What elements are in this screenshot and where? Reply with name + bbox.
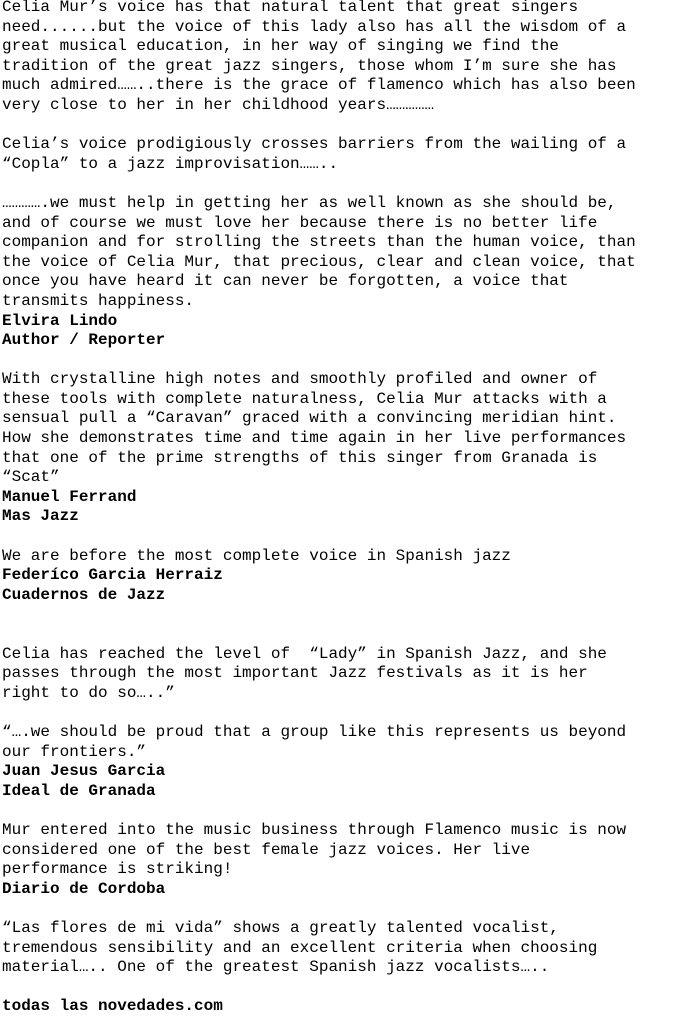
quote-text-line: very close to her in her childhood years……………: [2, 95, 435, 114]
quote-text-line: companion and for strolling the streets than the human voice, than: [2, 233, 636, 252]
quote-text-line: performance is striking!: [2, 860, 233, 879]
blank-line: [2, 174, 698, 194]
quote-text-line: much admired……..there is the grace of flamenco which has also been: [2, 76, 636, 95]
attribution-line: Diario de Cordoba: [2, 879, 166, 898]
quote-text-line: that one of the prime strengths of this singer from Granada is: [2, 448, 598, 467]
press-quotes-document: [2, 0, 698, 1017]
quote-text-line: right to do so…..”: [2, 683, 175, 702]
blank-line: [2, 605, 698, 625]
quote-text-line: Mur entered into the music business through Flamenco music is now: [2, 820, 627, 839]
quote-text-line: these tools with complete naturalness, Celia Mur attacks with a: [2, 389, 607, 408]
quote-text-line: “Scat”: [2, 468, 60, 487]
quote-text-line: our frontiers.”: [2, 742, 147, 761]
attribution-line: Manuel Ferrand: [2, 487, 137, 506]
quote-text-line: Celia Mur’s voice has that natural talent that great singers: [2, 0, 579, 16]
attribution-line: Cuadernos de Jazz: [2, 585, 166, 604]
quote-text-line: With crystalline high notes and smoothly profiled and owner of: [2, 370, 598, 389]
quote-text-line: the voice of Celia Mur, that precious, clear and clean voice, that: [2, 252, 636, 271]
quote-text-line: “….we should be proud that a group like this represents us beyond: [2, 722, 627, 741]
quote-text-line: How she demonstrates time and time again in her live performances: [2, 429, 627, 448]
blank-line: [2, 116, 698, 136]
blank-line: [2, 527, 698, 547]
blank-line: [2, 978, 698, 998]
quote-text-line: tradition of the great jazz singers, those whom I’m sure she has: [2, 56, 617, 75]
quote-text-line: “Copla” to a jazz improvisation……..: [2, 154, 339, 173]
blank-line: [2, 625, 698, 645]
quote-text-line: need......but the voice of this lady also has all the wisdom of a: [2, 17, 627, 36]
blank-line: [2, 899, 698, 919]
attribution-line: Juan Jesus Garcia: [2, 762, 166, 781]
blank-line: [2, 801, 698, 821]
attribution-line: todas las novedades.com: [2, 997, 223, 1016]
attribution-line: Ideal de Granada: [2, 781, 156, 800]
quote-text-line: great musical education, in her way of singing we find the: [2, 37, 559, 56]
quote-text-line: tremendous sensibility and an excellent criteria when choosing: [2, 938, 598, 957]
quote-text-line: transmits happiness.: [2, 291, 195, 310]
attribution-line: Mas Jazz: [2, 507, 79, 526]
quote-text-line: ………….we must help in getting her as well known as she should be,: [2, 193, 617, 212]
quote-text-line: We are before the most complete voice in Spanish jazz: [2, 546, 511, 565]
quote-text-line: passes through the most important Jazz festivals as it is her: [2, 664, 588, 683]
quote-text-line: sensual pull a “Caravan” graced with a convincing meridian hint.: [2, 409, 617, 428]
quote-text-line: material….. One of the greatest Spanish jazz vocalists…..: [2, 958, 550, 977]
quote-text-line: once you have heard it can never be forgotten, a voice that: [2, 272, 569, 291]
blank-line: [2, 703, 698, 723]
quote-text-line: Celia’s voice prodigiously crosses barriers from the wailing of a: [2, 135, 627, 154]
quote-text-line: and of course we must love her because there is no better life: [2, 213, 598, 232]
quote-text-line: Celia has reached the level of “Lady” in Spanish Jazz, and she: [2, 644, 607, 663]
quote-text-line: “Las flores de mi vida” shows a greatly talented vocalist,: [2, 918, 559, 937]
attribution-line: Elvira Lindo: [2, 311, 118, 330]
blank-line: [2, 351, 698, 371]
attribution-line: Federíco Garcia Herraiz: [2, 566, 223, 585]
attribution-line: Author / Reporter: [2, 331, 166, 350]
quote-text-line: considered one of the best female jazz voices. Her live: [2, 840, 531, 859]
